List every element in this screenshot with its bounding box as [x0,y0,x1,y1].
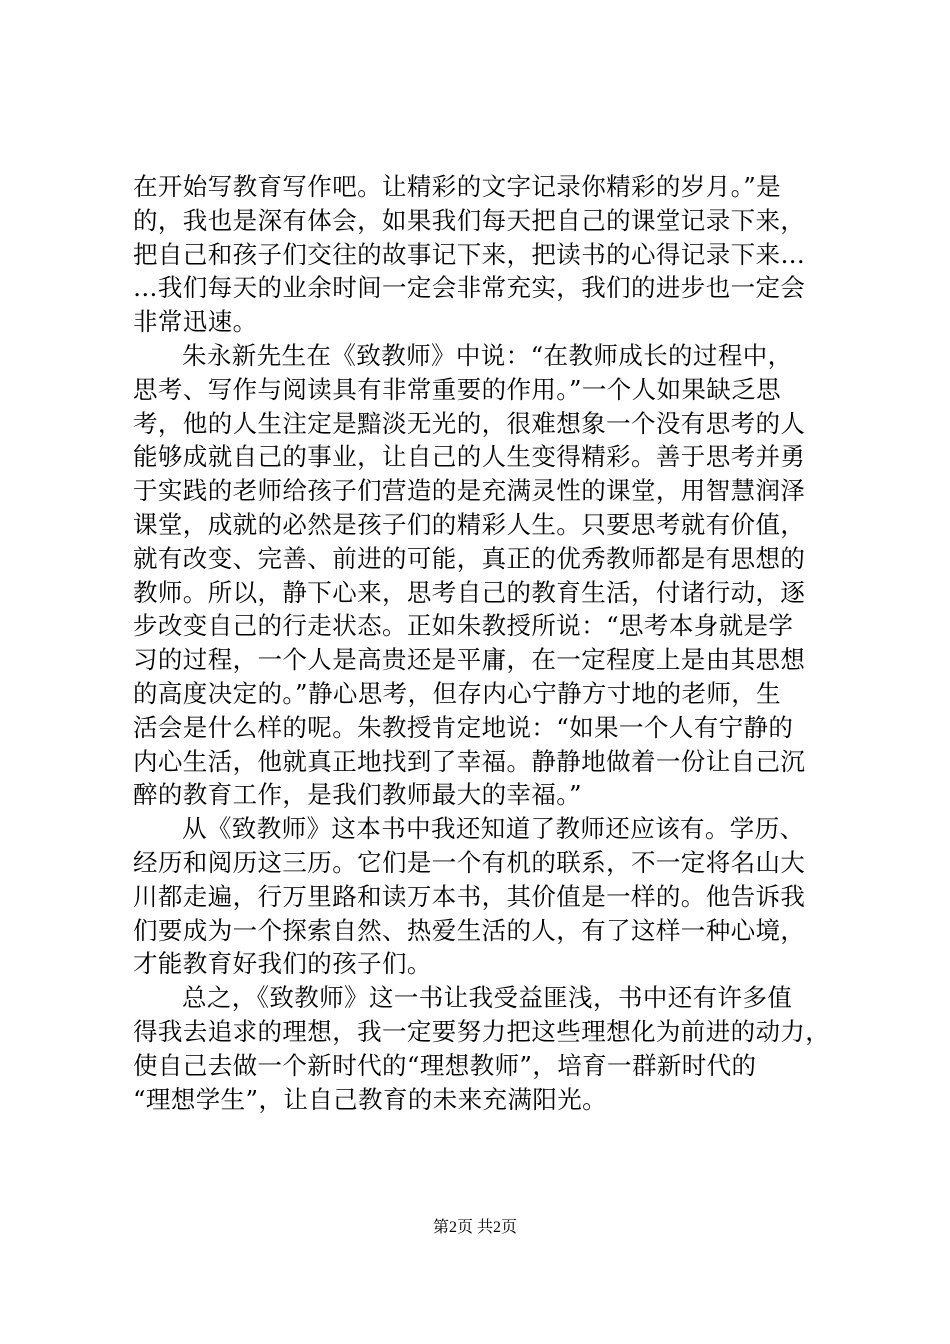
text-line: 非常迅速。 [133,307,258,337]
paragraph-start-line: 朱永新先生在《致教师》中说：“在教师成长的过程中， [182,340,793,370]
text-line: 能够成就自己的事业，让自己的人生变得精彩。善于思考并勇 [133,442,806,472]
text-line: 的高度决定的。”静心思考，但存内心宁静方寸地的老师，生 [133,678,782,708]
paragraph-start-line: 总之，《致教师》这一书让我受益匪浅，书中还有许多值 [182,983,793,1013]
text-line: 得我去追求的理想，我一定要努力把这些理想化为前进的动力， [133,1016,831,1046]
text-line: 川都走遍，行万里路和读万本书，其价值是一样的。他告诉我 [133,881,806,911]
text-line: 思考、写作与阅读具有非常重要的作用。”一个人如果缺乏思 [133,374,782,404]
text-line: 考，他的人生注定是黯淡无光的，很难想象一个没有思考的人 [133,408,806,438]
text-line: 习的过程，一个人是高贵还是平庸，在一定程度上是由其思想 [133,645,806,675]
text-line: 们要成为一个探索自然、热爱生活的人，有了这样一种心境， [133,915,806,945]
document-body [133,170,833,1116]
text-line: 醉的教育工作，是我们教师最大的幸福。” [133,780,582,810]
text-line: 步改变自己的行走状态。正如朱教授所说：“思考本身就是学 [133,611,794,641]
paragraph-start-line: 从《致教师》这本书中我还知道了教师还应该有。学历、 [182,814,805,844]
text-line: 教师。所以，静下心来，思考自己的教育生活，付诸行动，逐 [133,577,806,607]
text-line: 课堂，成就的必然是孩子们的精彩人生。只要思考就有价值， [133,509,806,539]
text-line: 使自己去做一个新时代的“理想教师”，培育一群新时代的 [133,1050,757,1080]
text-line: …我们每天的业余时间一定会非常充实，我们的进步也一定会 [133,273,806,303]
text-line: 活会是什么样的呢。朱教授肯定地说：“如果一个人有宁静的 [133,712,794,742]
text-line: 就有改变、完善、前进的可能，真正的优秀教师都是有思想的 [133,543,806,573]
text-line: 经历和阅历这三历。它们是一个有机的联系，不一定将名山大 [133,847,806,877]
text-line: 把自己和孩子们交往的故事记下来，把读书的心得记录下来… [133,239,806,269]
page-number-footer: 第2页 共2页 [432,1219,517,1236]
text-line: 于实践的老师给孩子们营造的是充满灵性的课堂，用智慧润泽 [133,476,806,506]
text-line: “理想学生”，让自己教育的未来充满阳光。 [133,1084,608,1114]
text-line: 才能教育好我们的孩子们。 [133,949,432,979]
text-line: 在开始写教育写作吧。让精彩的文字记录你精彩的岁月。”是 [133,172,782,201]
text-line: 的，我也是深有体会，如果我们每天把自己的课堂记录下来， [133,205,806,235]
text-line: 内心生活，他就真正地找到了幸福。静静地做着一份让自己沉 [133,746,806,776]
